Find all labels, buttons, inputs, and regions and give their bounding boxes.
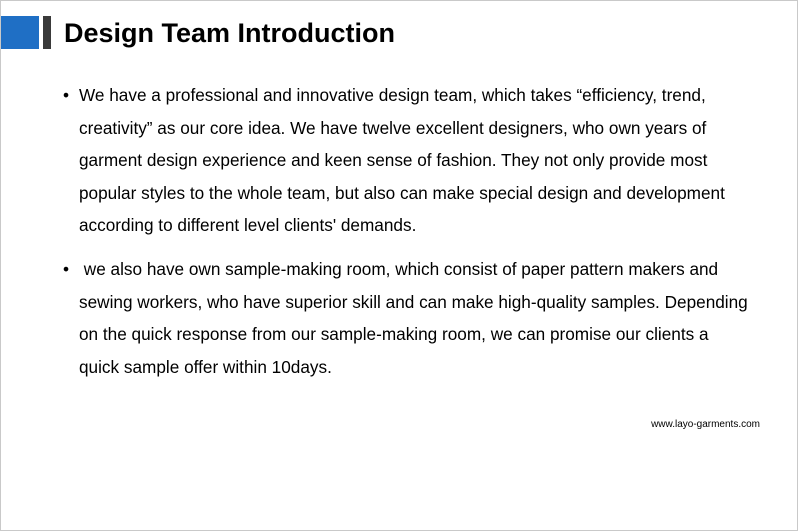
bullet-item <box>61 79 751 242</box>
bullet-item <box>61 253 751 383</box>
title-accent-bar <box>43 16 51 49</box>
slide-title: Design Team Introduction <box>64 18 396 48</box>
footer-website: www.layo-garments.com <box>651 419 760 430</box>
bullet-dot-icon: • <box>63 85 70 105</box>
bullet-dot-icon: • <box>63 258 70 279</box>
title-accent-block <box>1 16 39 49</box>
bullet-text: We have a professional and innovative design team, which takes “efficiency, trend, creativity” as our core idea. We have twelve excellent designers, who own years of garment design experience and keen sense of fashion. They not only provide most popular styles to the whole team, but also can make special design and development according to different level clients' demands. <box>79 85 725 236</box>
bullet-list <box>61 79 751 394</box>
bullet-text: we also have own sample-making room, which consist of paper pattern makers and sewing workers, who have superior skill and can make high-quality samples. Depending on the quick response from our sample-making room, we can promise our clients a quick sample offer within 10days. <box>79 258 753 377</box>
